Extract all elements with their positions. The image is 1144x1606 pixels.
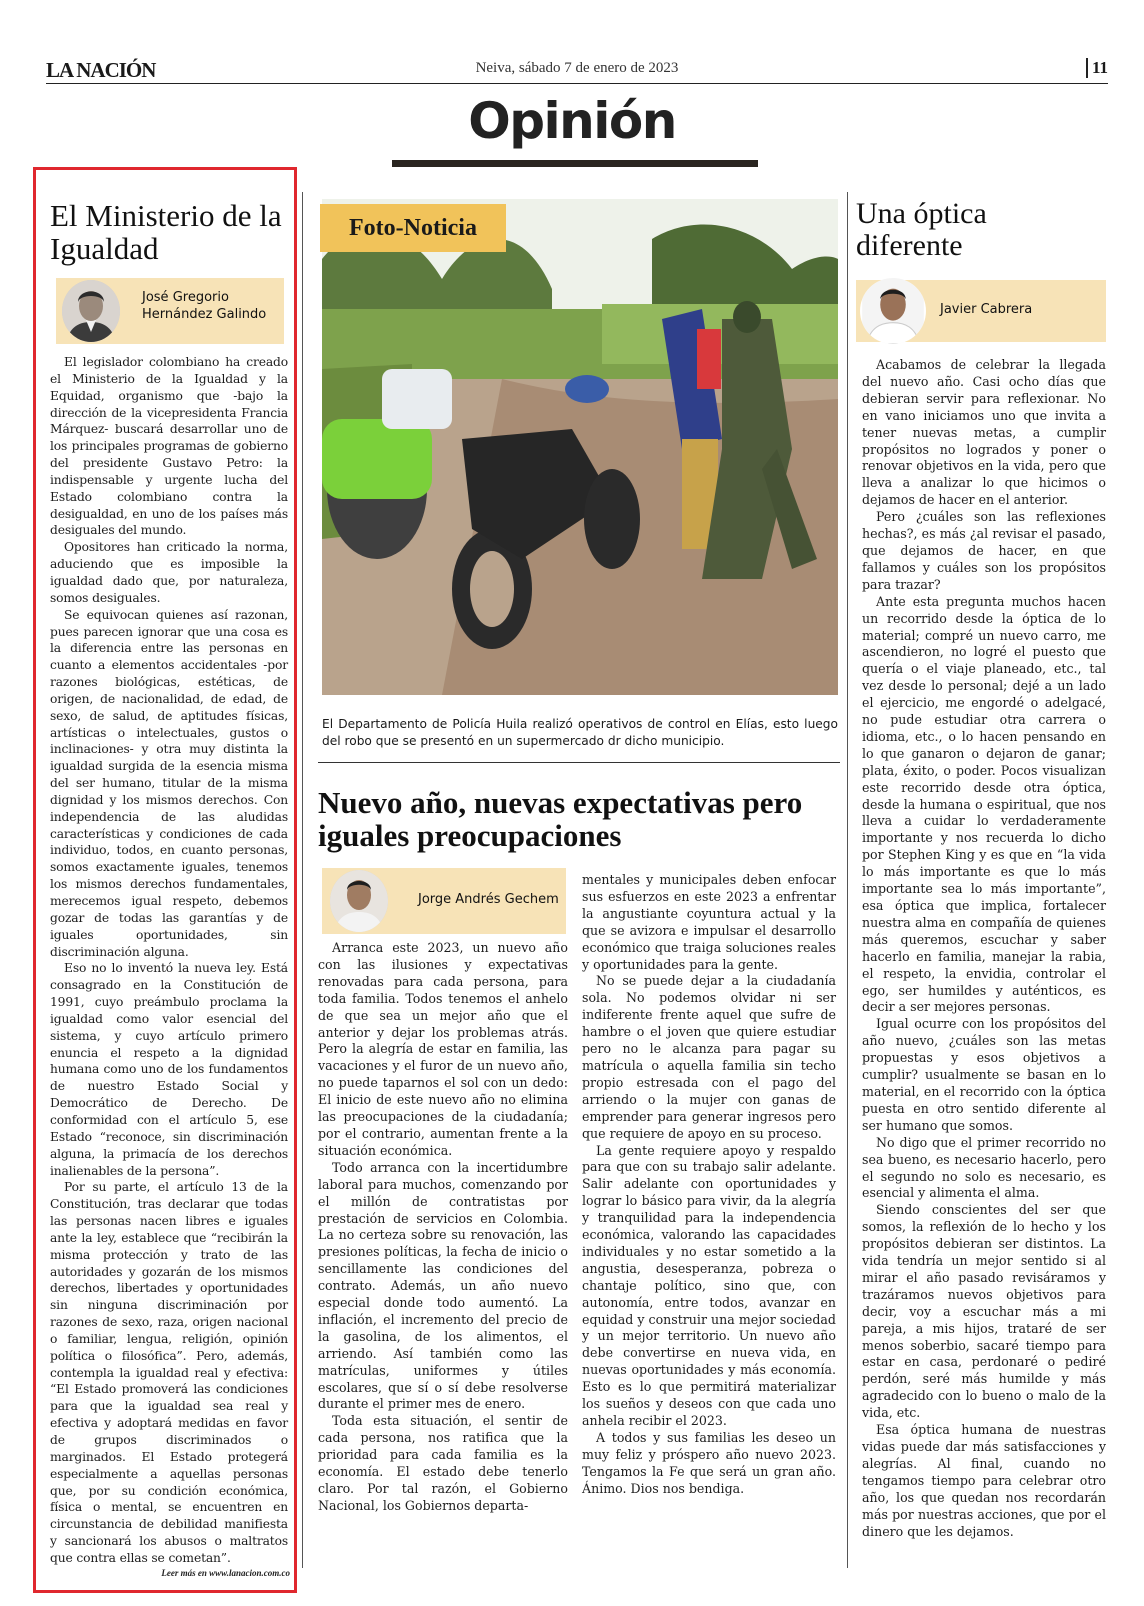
middle-author-box	[322, 868, 566, 934]
section-title: Opinión	[468, 92, 676, 150]
middle-author-name: Jorge Andrés Gechem	[418, 892, 559, 907]
paragraph: Esa óptica humana de nuestras vidas puede dar más satisfacciones y alegrías. Al final, cuando no tengamos tiempo para celebrar otro año, los que quedan nos recordarán más por nuestras acciones, que por el dinero que les dejamos.	[862, 1422, 1106, 1539]
paragraph: Pero ¿cuáles son las reflexiones hechas?, es más ¿al revisar el pasado, que dejamos de hacer, en que fallamos y cuáles son los propósitos para trazar?	[862, 509, 1106, 592]
paragraph: Todo arranca con la incertidumbre laboral para muchos, comenzando por el millón de contratistas por prestación de servicios en Colombia. La no certeza sobre su renovación, las presiones políticas, la fecha de inicio o sencillamente las condiciones del contrato. Además, un año nuevo especial donde todo aumentó. La inflación, el incremento del precio de la gasolina, de los alimentos, el arriendo. Así también como las matrículas, uniformes y útiles escolares, que sí o sí debe resolverse durante el primer mes de enero.	[318, 1159, 568, 1412]
author-portrait-icon	[330, 870, 388, 932]
paragraph: No se puede dejar a la ciudadanía sola. No podemos olvidar ni ser indiferente frente aquel que sufre de hambre o el joven que quiere estudiar pero no le alcanza para pagar su matrícula o aquella familia sin techo propio estresada con el pago del arriendo o la mujer con ganas de emprender para generar ingresos pero que requiere de apoyo en su proceso.	[582, 973, 836, 1141]
masthead	[46, 58, 1108, 84]
page-number: 11	[1086, 58, 1108, 78]
middle-article-column-2	[582, 872, 836, 1498]
section-rule	[392, 160, 758, 167]
paragraph: A todos y sus familias les deseo un muy feliz y próspero año nuevo 2023. Tengamos la Fe que será un gran año. Ánimo. Dios nos bendiga.	[582, 1429, 836, 1496]
paragraph: La gente requiere apoyo y respaldo para que con su trabajo salir adelante. Salir adelante con oportunidades y lograr lo básico para vivir, da la alegría y tranquilidad para la independencia económica, valorando las capacidades individuales y no estar sometido a la angustia, desesperanza, pobreza o chantaje político, sino que, con autonomía, entre todos, avanzar en equidad y construir una mejor sociedad y un mejor territorio. Un nuevo año debe convertirse en nueva vida, en nuevas oportunidades y más economía. Esto es lo que permitirá materializar los sueños y deseos con que cada uno anhela recibir el 2023.	[582, 1142, 836, 1428]
paragraph: Por su parte, el artículo 13 de la Constitución, tras declarar que todas las personas nacen libres e iguales ante la ley, establece que “recibirán la misma protección y trato de las autoridades y gozarán de los mismos derechos, libertades y oportunidades sin ninguna discriminación por razones de sexo, raza, origen nacional o familiar, lengua, religión, opinión política o filosófica”. Pero, además, contempla la igualdad real y efectiva: “El Estado promoverá las condiciones para que la igualdad sea real y efectiva y adoptará medidas en favor de grupos discriminados o marginados. El Estado protegerá especialmente a aquellas personas que, por su condición económica, física o mental, se encuentren en circunstancia de debilidad manifiesta y sancionará los abusos o maltratos que contra ellas se cometan”.	[50, 1180, 288, 1565]
right-author-box	[856, 280, 1106, 342]
paragraph: Toda esta situación, el sentir de cada persona, nos ratifica que la prioridad para cada familia es la economía. El estado debe tenerlo claro. Por tal razón, el Gobierno Nacional, los Gobiernos departa-	[318, 1413, 568, 1513]
author-photo	[330, 870, 388, 932]
paragraph: Opositores han criticado la norma, aduciendo que es imposible la igualdad dado que, por naturaleza, somos desiguales.	[50, 540, 288, 605]
paragraph: Acabamos de celebrar la llegada del nuevo año. Casi ocho días que debieran servir para reflexionar. No en vano iniciamos uno que invita a tener nuevas metas, a cumplir propósitos no logrados y poner o renovar objetivos en la vida, pero que lleva a analizar lo que hicimos o dejamos de hacer en el anterior.	[862, 357, 1106, 508]
middle-article-title: Nuevo año, nuevas expectativas pero iguales preocupaciones	[318, 785, 803, 854]
paragraph: Arranca este 2023, un nuevo año con las ilusiones y expectativas renovadas para cada persona, para toda familia. Todos tenemos el anhelo de que sea un mejor año que el anterior y dejar los problemas atrás. Pero la alegría de estar en familia, las vacaciones y el furor de un nuevo año, no puede taparnos el sol con un dedo: El inicio de este nuevo año no elimina las preocupaciones de la ciudadanía; por el contrario, aumentan frente a la situación económica.	[318, 940, 568, 1158]
photo-caption: El Departamento de Policía Huila realizó operativos de control en Elías, esto luego del robo que se presentó en un supermercado dr dicho municipio.	[322, 717, 838, 748]
news-photo	[322, 199, 838, 695]
author-photo	[62, 280, 120, 342]
paragraph: No digo que el primer recorrido no sea bueno, es necesario hacerlo, pero el segundo no solo es necesario, es esencial y alimenta el alma.	[862, 1134, 1106, 1201]
column-divider	[302, 192, 303, 1568]
left-article-title: El Ministerio de la Igualdad	[50, 198, 282, 267]
column-divider	[847, 192, 848, 1568]
photo-news-tag: Foto-Noticia	[320, 204, 506, 252]
dateline: Neiva, sábado 7 de enero de 2023	[475, 60, 679, 76]
paragraph: Igual ocurre con los propósitos del año nuevo, ¿cuáles son las metas propuestas y esos objetivos a cumplir? usualmente se basan en lo material, en el recorrido con la óptica puesta en otro sentido diferente al ser humano que somos.	[862, 1016, 1106, 1133]
author-photo	[860, 278, 926, 344]
read-more-link[interactable]: Leer más en www.lanacion.com.co	[161, 1568, 290, 1578]
paragraph: Ante esta pregunta muchos hacen un recorrido desde la óptica de lo material; compré un nuevo carro, me ascendieron, no logré el puesto que quería o el viaje planeado, etc., tal vez desde lo personal; dejé a un lado el ejercicio, me engordé o adelgacé, no pude estudiar otra carrera o idioma, etc., o lo hacen pensando en lo que ganaron o dejaron de ganar; plata, éxito, o poder. Pocos visualizan este recorrido desde otra óptica, desde la humana o espiritual, que nos lleva a cuidar lo verdaderamente importante y nos recuerda lo dicho por Stephen King y es que en “la vida lo más importante es que lo más importante sea lo más importante”, esa óptica que implica, fortalecer nuestra alma en compañía de quienes más queremos, escuchar y saber hacerlo en familia, manejar la rabia, el respeto, la envidia, controlar el ego, ser humildes y auténticos, es decir a ser mejores personas.	[862, 593, 1106, 1015]
right-author-name: Javier Cabrera	[940, 302, 1033, 317]
police-checkpoint-photo	[322, 199, 838, 695]
left-article-body	[50, 354, 288, 1567]
middle-article-column-1	[318, 940, 568, 1515]
paragraph: mentales y municipales deben enfocar sus esfuerzos en este 2023 a enfrentar la angustiante coyuntura actual y la que se avizora e impulsar el desarrollo económico que traiga soluciones reales y oportunidades para la gente.	[582, 872, 836, 972]
newspaper-logo: LA NACIÓN	[46, 58, 156, 82]
paragraph: Eso no lo inventó la nueva ley. Está consagrado en la Constitución de 1991, cuyo preámbulo proclama la igualdad como valor esencial del sistema, y cuyo artículo primero enuncia el respeto a la dignidad humana como uno de los fundamentos de nuestro Estado Social y Democrático de Derecho. De conformidad con el artículo 5, ese Estado “reconoce, sin discriminación alguna, la primacía de los derechos inalienables de la persona”.	[50, 961, 288, 1178]
paragraph: El legislador colombiano ha creado el Ministerio de la Igualdad y la Equidad, organismo que -bajo la dirección de la vicepresidenta Francia Márquez- buscará desarrollar uno de los principales programas de gobierno del presidente Gustavo Petro: la indispensable y urgente lucha del Estado colombiano contra la desigualdad, en uno de los países más desiguales del mundo.	[50, 355, 288, 538]
author-portrait-icon	[62, 280, 120, 342]
paragraph: Siendo conscientes del ser que somos, la reflexión de lo hecho y los propósitos debieran ser distintos. La vida tendría un mejor sentido si al mirar el año pasado revisáramos y trazáramos nuevos objetivos para decir, voy a escuchar más a mi pareja, a mis hijos, trataré de ser menos soberbio, sacaré tiempo para estar en casa, perdonaré o pediré perdón, seré más humilde y más agradecido con lo bueno o malo de la vida, etc.	[862, 1202, 1106, 1421]
left-author-box	[56, 278, 284, 344]
divider	[318, 762, 840, 763]
left-author-name: José Gregorio Hernández Galindo	[142, 290, 267, 322]
author-portrait-icon	[860, 278, 926, 344]
paragraph: Se equivocan quienes así razonan, pues parecen ignorar que una cosa es la diferencia entre las personas en cuanto a elementos accidentales -por razones biológicas, estéticas, de origen, de nacionalidad, de edad, de sexo, de salud, de aptitudes físicas, artísticas o intelectuales, gustos o inclinaciones- y otra muy distinta la igualdad surgida de la esencia misma del ser humano, titular de la misma dignidad y los mismos derechos. Con independencia de las aludidas características y condiciones de cada individuo, todos, en cuanto personas, somos exactamente iguales, tenemos los mismos derechos fundamentales, merecemos igual respeto, debemos gozar de todas las garantías y de iguales oportunidades, sin discriminación alguna.	[50, 607, 288, 959]
right-article-body	[862, 357, 1106, 1540]
right-article-title: Una óptica diferente	[856, 197, 987, 263]
left-article	[33, 167, 297, 1593]
